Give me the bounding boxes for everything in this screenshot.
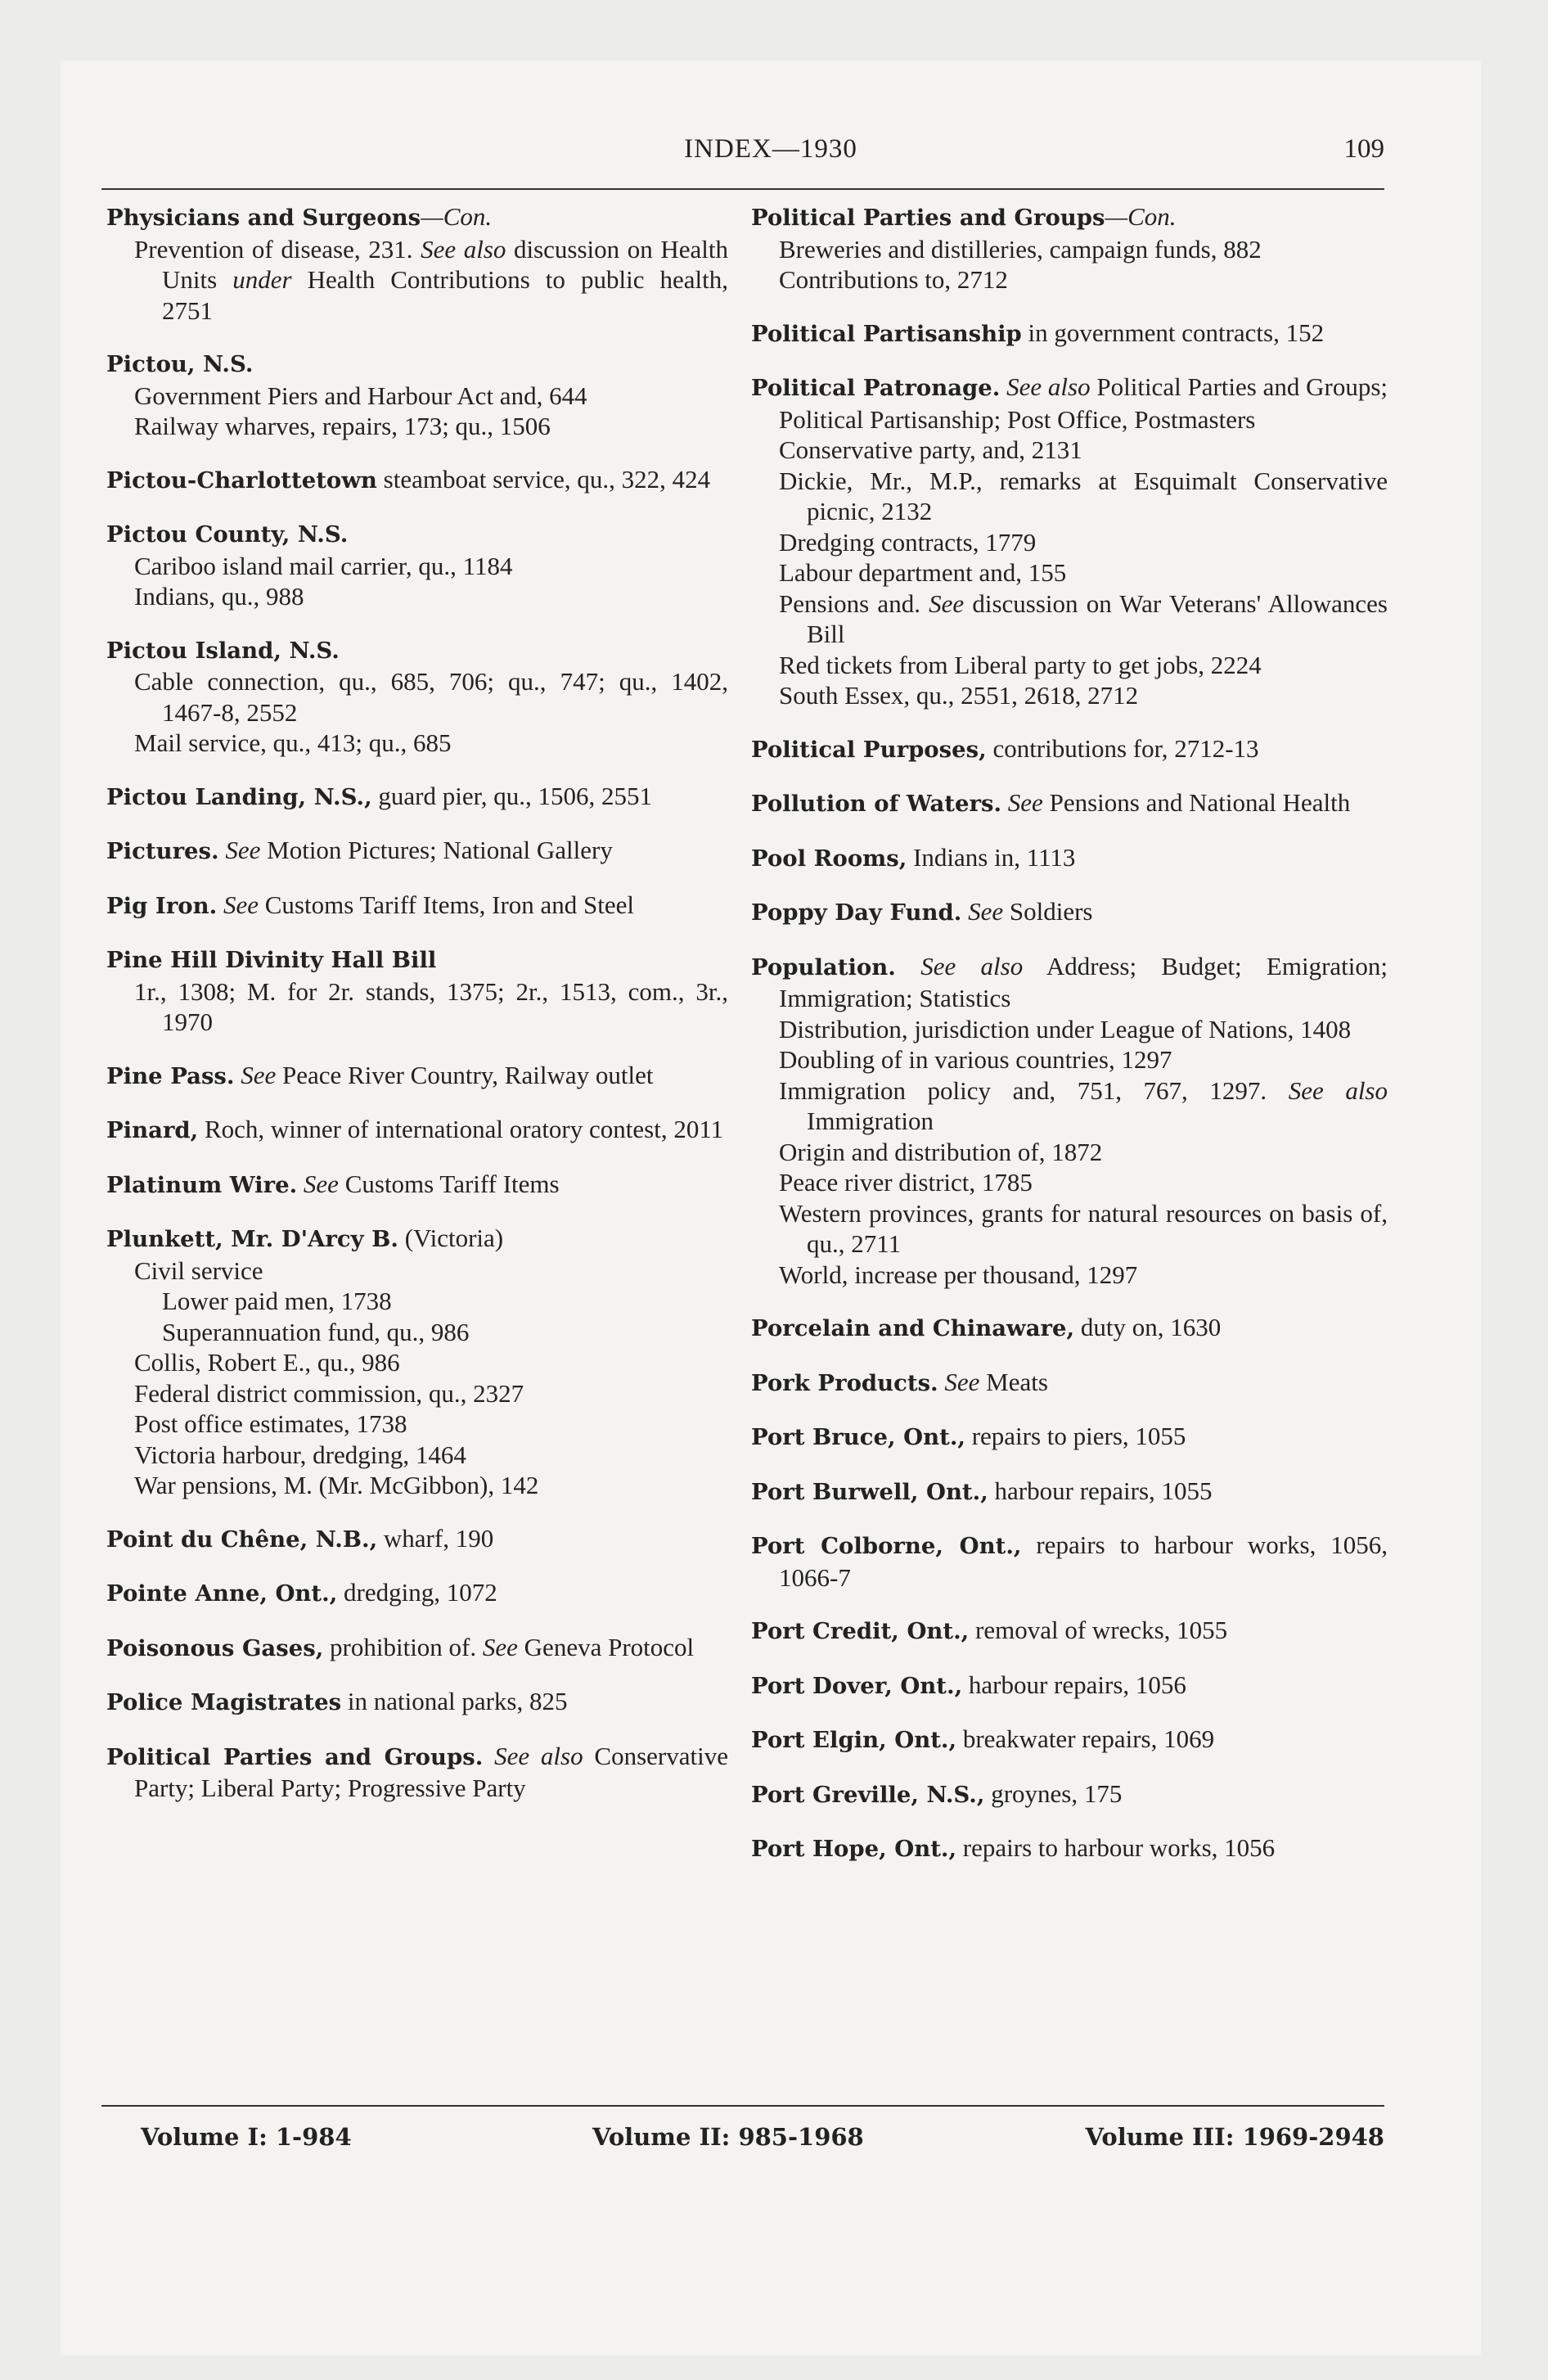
headword: Pictou Island, N.S. — [106, 637, 340, 664]
headword: Pointe Anne, Ont., — [106, 1580, 338, 1607]
headword: Port Elgin, Ont., — [751, 1727, 957, 1753]
text-run: Mail service, qu., 413; qu., 685 — [134, 728, 452, 757]
subentry — [751, 680, 1388, 711]
headword: Pictou, N.S. — [106, 351, 254, 377]
text-run: Customs Tariff Items — [338, 1169, 560, 1198]
index-entry — [751, 1367, 1388, 1400]
text-run: Roch, winner of international oratory contest, 2011 — [198, 1115, 724, 1143]
subentry — [106, 551, 728, 582]
subentry — [106, 1317, 728, 1348]
text-run: Health Contributions to public health, 2751 — [162, 265, 728, 325]
text-run: Immigration policy and, 751, 767, 1297. — [779, 1075, 1289, 1105]
text-run: Peace River Country, Railway outlet — [276, 1060, 654, 1089]
italic-text: See — [944, 1367, 980, 1396]
text-run: Distribution, jurisdiction under League of Nations, 1408 — [779, 1014, 1352, 1044]
subentry — [751, 1260, 1388, 1291]
text-run: wharf, 190 — [377, 1523, 494, 1553]
subentry — [106, 1286, 728, 1317]
index-entry — [106, 1169, 728, 1201]
text-run: discussion on War Veterans' Allowances Bill — [807, 588, 1388, 648]
subentry — [751, 466, 1388, 527]
headword: Pictou County, N.S. — [106, 521, 349, 548]
index-entry — [751, 787, 1388, 820]
text-run: Prevention of disease, 231. — [134, 234, 421, 264]
text-run: duty on, 1630 — [1074, 1313, 1222, 1341]
italic-text: See — [303, 1169, 339, 1198]
text-run: Geneva Protocol — [517, 1632, 695, 1661]
index-entry — [106, 634, 728, 759]
index-entry — [106, 348, 728, 442]
text-run: Doubling of in various countries, 1297 — [779, 1045, 1172, 1074]
text-run: harbour repairs, 1056 — [962, 1670, 1186, 1699]
volume-footer — [101, 2123, 1384, 2159]
headword: Port Dover, Ont., — [751, 1672, 963, 1699]
headword: Pinard, — [106, 1117, 199, 1143]
left-column — [106, 201, 728, 1826]
subentry — [751, 588, 1388, 650]
index-entry — [751, 1832, 1388, 1865]
headword: Pictou-Charlottetown — [106, 467, 377, 494]
text-run: Civil service — [134, 1255, 263, 1285]
text-run — [217, 890, 223, 919]
headword: Pork Products. — [751, 1369, 938, 1396]
text-run: Lower paid men, 1738 — [162, 1287, 392, 1315]
text-run: Railway wharves, repairs, 173; qu., 1506 — [134, 412, 551, 440]
italic-text: under — [232, 265, 292, 294]
entry-heading — [751, 1530, 1388, 1593]
entry-heading — [106, 518, 728, 551]
headword: Political Partisanship — [751, 320, 1022, 347]
text-run: Government Piers and Harbour Act and, 644 — [134, 381, 587, 410]
entry-heading — [106, 1223, 728, 1255]
index-entry — [106, 1741, 728, 1804]
subentry — [751, 1044, 1388, 1075]
index-entry — [106, 1632, 728, 1665]
italic-text: See — [482, 1632, 518, 1661]
text-run: Address; Budget; Emigration; Immigration; Statistics — [779, 951, 1388, 1012]
subentry — [106, 976, 728, 1038]
subentry — [106, 1378, 728, 1409]
text-run — [483, 1742, 494, 1770]
subentry — [751, 1137, 1388, 1168]
text-run: removal of wrecks, 1055 — [969, 1616, 1228, 1644]
subentry — [106, 1440, 728, 1471]
entry-heading — [106, 1741, 728, 1804]
text-run: World, increase per thousand, 1297 — [779, 1260, 1138, 1289]
index-entry — [751, 1312, 1388, 1345]
italic-text: See also — [920, 951, 1024, 980]
footer-rule — [101, 2105, 1384, 2107]
entry-heading — [751, 1312, 1388, 1345]
volume-1-range: Volume I: 1-984 — [141, 2123, 352, 2151]
entry-heading — [106, 1632, 728, 1665]
text-run: Western provinces, grants for natural resources on basis of, qu., 2711 — [779, 1198, 1388, 1258]
index-entry — [106, 201, 728, 326]
entry-heading — [751, 787, 1388, 820]
text-run: harbour repairs, 1055 — [988, 1476, 1213, 1505]
text-run: Contributions to, 2712 — [779, 265, 1008, 294]
right-column — [751, 201, 1388, 1887]
text-run — [961, 897, 968, 926]
entry-heading — [106, 781, 728, 814]
index-entry — [106, 1577, 728, 1610]
headword: Population. — [751, 953, 896, 980]
entry-heading — [106, 1577, 728, 1610]
index-entry — [106, 1523, 728, 1556]
text-run: 1r., 1308; M. for 2r. stands, 1375; 2r., 1513, com., 3r., 1970 — [134, 976, 728, 1036]
headword: Political Patronage. — [751, 375, 1001, 401]
subentry — [751, 1075, 1388, 1137]
headword: Political Parties and Groups. — [106, 1743, 484, 1770]
headword: Pictou Landing, N.S., — [106, 783, 372, 810]
entry-heading — [751, 842, 1388, 875]
text-run: Immigration — [807, 1107, 934, 1135]
index-entry — [106, 835, 728, 868]
index-entry — [106, 890, 728, 922]
subentry — [106, 381, 728, 412]
text-run: Meats — [979, 1367, 1048, 1396]
entry-heading — [106, 890, 728, 922]
text-run: Breweries and distilleries, campaign funds, 882 — [779, 234, 1262, 264]
text-run: discussion on Health Units — [162, 234, 729, 294]
entry-heading — [751, 1670, 1388, 1702]
subentry — [751, 650, 1388, 681]
headword: Port Credit, Ont., — [751, 1618, 970, 1644]
text-run: repairs to piers, 1055 — [965, 1422, 1186, 1450]
headword: Political Parties and Groups — [751, 205, 1105, 231]
text-run: Dredging contracts, 1779 — [779, 527, 1037, 557]
headword: Pine Pass. — [106, 1062, 235, 1089]
headword: Porcelain and Chinaware, — [751, 1315, 1075, 1341]
headword: Poisonous Gases, — [106, 1634, 324, 1661]
page-title: INDEX—1930 — [684, 134, 857, 164]
entry-heading — [751, 951, 1388, 1014]
headword: Plunkett, Mr. D'Arcy B. — [106, 1226, 398, 1252]
subentry — [106, 1470, 728, 1501]
text-run: Customs Tariff Items, Iron and Steel — [258, 890, 635, 919]
text-run: guard pier, qu., 1506, 2551 — [371, 781, 652, 810]
index-entry — [106, 1686, 728, 1719]
italic-text: See — [225, 836, 261, 864]
italic-text: See — [1007, 788, 1043, 817]
text-run: Indians in, 1113 — [907, 842, 1076, 872]
text-run: Origin and distribution of, 1872 — [779, 1137, 1103, 1166]
entry-heading — [106, 1169, 728, 1201]
text-run: steamboat service, qu., 322, 424 — [376, 464, 711, 494]
text-run: Federal district commission, qu., 2327 — [134, 1378, 524, 1408]
subentry — [106, 1347, 728, 1378]
text-run: Superannuation fund, qu., 986 — [162, 1317, 470, 1346]
headword: Port Hope, Ont., — [751, 1836, 957, 1862]
page-number: 109 — [1343, 134, 1384, 164]
index-entry — [106, 464, 728, 497]
headword: Poppy Day Fund. — [751, 899, 962, 926]
index-entry — [106, 1114, 728, 1147]
entry-heading — [751, 1778, 1388, 1811]
subentry — [106, 411, 728, 442]
italic-text: See — [241, 1060, 277, 1089]
text-run: Peace river district, 1785 — [779, 1168, 1033, 1197]
text-run: Conservative party, and, 2131 — [779, 435, 1082, 464]
subentry — [751, 264, 1388, 295]
entry-heading — [751, 1724, 1388, 1756]
headword: Pool Rooms, — [751, 845, 907, 872]
entry-heading — [106, 1114, 728, 1147]
italic-text: —Con. — [1105, 202, 1177, 231]
subentry — [751, 1198, 1388, 1260]
text-run — [1001, 788, 1008, 817]
headword: Police Magistrates — [106, 1689, 342, 1715]
entry-heading — [751, 372, 1388, 435]
text-run — [896, 952, 920, 980]
subentry — [751, 234, 1388, 265]
headword: Pig Iron. — [106, 892, 218, 919]
text-run — [297, 1170, 304, 1198]
subentry — [106, 728, 728, 759]
headword: Point du Chêne, N.B., — [106, 1526, 378, 1553]
entry-heading — [751, 1367, 1388, 1400]
italic-text: See — [929, 588, 965, 618]
volume-2-range: Volume II: 985-1968 — [592, 2123, 864, 2151]
entry-heading — [751, 1832, 1388, 1865]
text-run: prohibition of. — [323, 1632, 483, 1661]
headword: Pictures. — [106, 838, 219, 864]
subentry — [106, 1409, 728, 1440]
entry-heading — [106, 464, 728, 497]
entry-heading — [106, 1523, 728, 1556]
subentry — [751, 557, 1388, 588]
italic-text: See also — [421, 234, 506, 264]
text-run: Pensions and National Health — [1042, 788, 1351, 817]
headword: Port Burwell, Ont., — [751, 1478, 988, 1505]
italic-text: See — [223, 890, 259, 919]
headword: Political Purposes, — [751, 736, 987, 763]
text-run: Pensions and. — [779, 588, 929, 618]
index-entry — [751, 372, 1388, 711]
entry-heading — [106, 1060, 728, 1093]
text-run: Labour department and, 155 — [779, 558, 1067, 587]
text-run: (Victoria) — [398, 1224, 504, 1252]
italic-text: See also — [1006, 372, 1091, 401]
index-entry — [751, 896, 1388, 929]
text-run: repairs to harbour works, 1056 — [956, 1833, 1276, 1862]
index-entry — [751, 733, 1388, 766]
entry-heading — [751, 733, 1388, 766]
text-run: Motion Pictures; National Gallery — [260, 836, 613, 864]
text-run: Victoria harbour, dredging, 1464 — [134, 1440, 466, 1469]
text-run: in government contracts, 152 — [1021, 318, 1325, 347]
index-entry — [751, 1670, 1388, 1702]
text-run: dredging, 1072 — [337, 1578, 497, 1607]
text-run: Dickie, Mr., M.P., remarks at Esquimalt Conservative picnic, 2132 — [779, 466, 1388, 525]
index-entry — [106, 1060, 728, 1093]
index-entry — [751, 318, 1388, 350]
headword: Pollution of Waters. — [751, 791, 1002, 817]
subentry — [751, 527, 1388, 558]
entry-heading — [751, 1421, 1388, 1454]
text-run: contributions for, 2712-13 — [986, 733, 1259, 763]
entry-heading — [106, 835, 728, 868]
subentry — [751, 1167, 1388, 1198]
entry-heading — [751, 318, 1388, 350]
entry-heading — [751, 1476, 1388, 1508]
headword: Pine Hill Divinity Hall Bill — [106, 947, 437, 973]
headword: Port Bruce, Ont., — [751, 1424, 965, 1450]
headword: Platinum Wire. — [106, 1171, 298, 1198]
volume-3-range: Volume III: 1969-2948 — [1085, 2123, 1384, 2151]
text-run: Post office estimates, 1738 — [134, 1409, 407, 1438]
index-entry — [751, 1778, 1388, 1811]
entry-heading — [106, 634, 728, 667]
text-run: Political Parties and Groups; Political Partisanship; Post Office, Postmasters — [779, 372, 1388, 434]
index-entry — [751, 1421, 1388, 1454]
entry-heading — [106, 1686, 728, 1719]
index-entry — [106, 518, 728, 612]
italic-text: —Con. — [421, 202, 493, 231]
text-run — [1000, 372, 1006, 401]
index-entry — [106, 781, 728, 814]
subentry — [106, 234, 728, 327]
text-run: Red tickets from Liberal party to get jobs, 2224 — [779, 650, 1262, 679]
entry-heading — [106, 348, 728, 381]
subentry — [106, 581, 728, 612]
subentry — [106, 1255, 728, 1287]
subentry — [751, 1014, 1388, 1045]
index-entry — [106, 1223, 728, 1501]
entry-heading — [106, 944, 728, 976]
entry-heading — [751, 1615, 1388, 1648]
text-run: groynes, 175 — [984, 1778, 1123, 1808]
text-run: South Essex, qu., 2551, 2618, 2712 — [779, 681, 1139, 710]
text-run: Collis, Robert E., qu., 986 — [134, 1348, 400, 1377]
subentry — [751, 435, 1388, 466]
index-entry — [751, 1724, 1388, 1756]
index-entry — [106, 944, 728, 1038]
entry-heading — [106, 201, 728, 234]
index-page — [61, 61, 1481, 2355]
entry-heading — [751, 896, 1388, 929]
text-run: Cable connection, qu., 685, 706; qu., 747; qu., 1402, 1467-8, 2552 — [134, 667, 728, 727]
text-run: in national parks, 825 — [341, 1687, 568, 1715]
index-entry — [751, 1476, 1388, 1508]
index-entry — [751, 1530, 1388, 1593]
italic-text: See also — [494, 1741, 583, 1770]
index-entry — [751, 1615, 1388, 1648]
header-rule — [101, 188, 1384, 190]
subentry — [106, 666, 728, 728]
text-run: Soldiers — [1003, 897, 1093, 926]
text-run: Indians, qu., 988 — [134, 582, 304, 611]
text-run: Cariboo island mail carrier, qu., 1184 — [134, 551, 513, 580]
entry-heading — [751, 201, 1388, 234]
index-entry — [751, 951, 1388, 1291]
text-run: repairs to harbour works, 1056, 1066-7 — [779, 1530, 1388, 1592]
headword: Physicians and Surgeons — [106, 205, 421, 231]
text-run: War pensions, M. (Mr. McGibbon), 142 — [134, 1471, 539, 1499]
italic-text: See also — [1288, 1075, 1388, 1105]
italic-text: See — [968, 897, 1004, 926]
headword: Port Colborne, Ont., — [751, 1533, 1022, 1559]
index-entry — [751, 842, 1388, 875]
headword: Port Greville, N.S., — [751, 1781, 985, 1808]
text-run: Conservative Party; Liberal Party; Progressive Party — [134, 1741, 728, 1802]
running-head — [61, 134, 1481, 175]
text-run: breakwater repairs, 1069 — [956, 1724, 1215, 1753]
index-entry — [751, 201, 1388, 295]
